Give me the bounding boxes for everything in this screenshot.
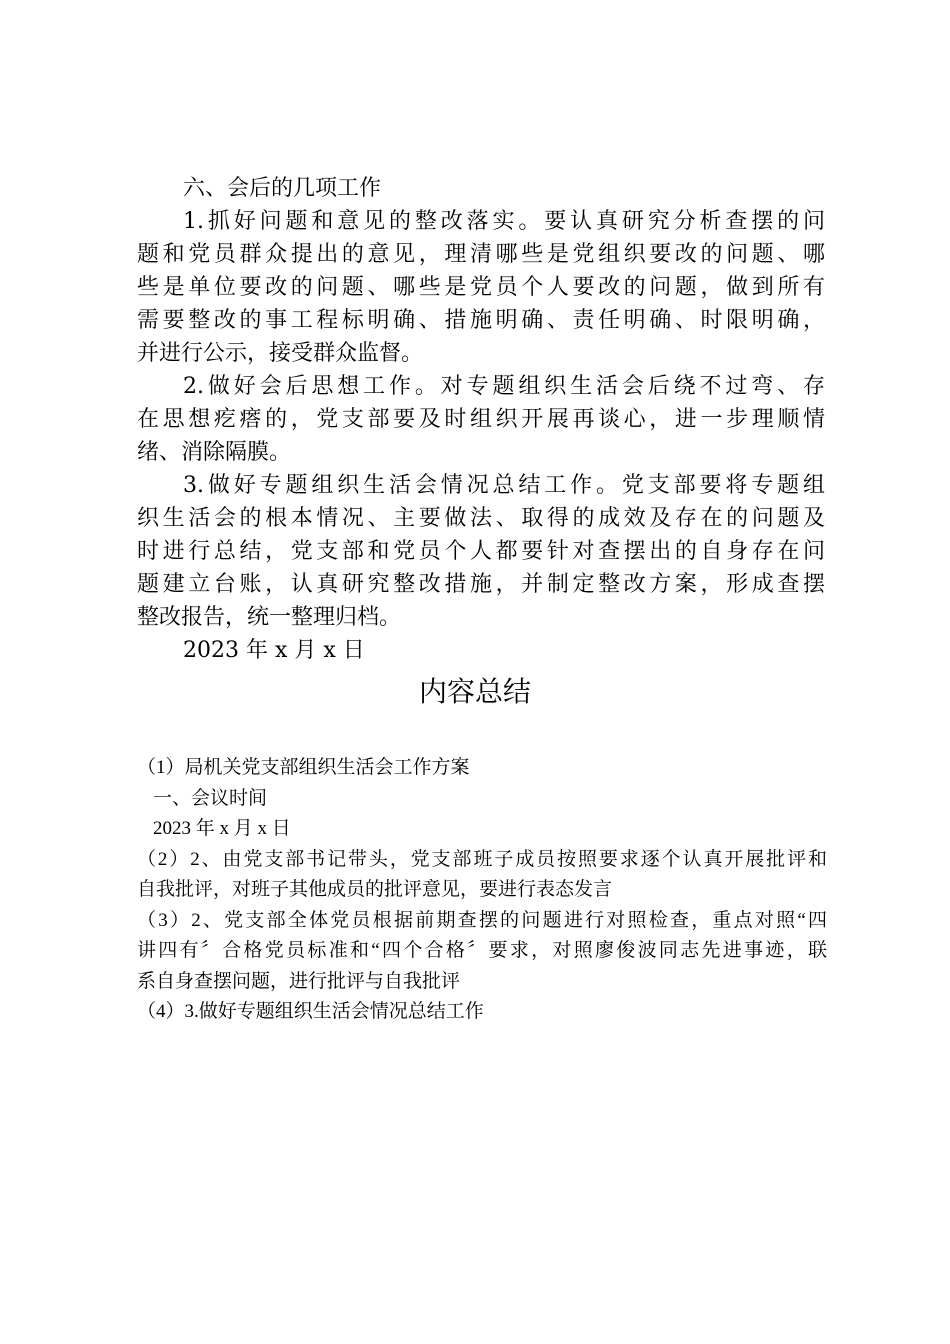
paragraph-line: 3.做好专题组织生活会情况总结工作。党支部要将专题组 (183, 473, 825, 498)
paragraph-line: 题和党员群众提出的意见，理清哪些是党组织要改的问题、哪 (137, 242, 825, 267)
paragraph-line: 题建立台账，认真研究整改措施，并制定整改方案，形成查摆 (137, 572, 825, 597)
paragraph-line: 织生活会的根本情况、主要做法、取得的成效及存在的问题及 (137, 506, 825, 531)
summary-item: （1）局机关党支部组织生活会工作方案 (137, 757, 470, 778)
paragraph-line: 时进行总结，党支部和党员个人都要针对查摆出的自身存在问 (137, 539, 825, 564)
document-body (137, 172, 825, 667)
paragraph-line: 并进行公示，接受群众监督。 (137, 341, 424, 366)
summary-body (137, 753, 827, 1028)
paragraph-line: 绪、消除隔膜。 (137, 440, 292, 465)
summary-subitem: 一、会议时间 (153, 787, 268, 809)
paragraph-line: 需要整改的事工程标明确、措施明确、责任明确、时限明确， (137, 308, 825, 333)
paragraph-line: 2.做好会后思想工作。对专题组织生活会后绕不过弯、存 (183, 374, 825, 399)
summary-item: （3）2、党支部全体党员根据前期查摆的问题进行对照检查，重点对照“四 (137, 909, 827, 931)
summary-item-line: 讲四有〞合格党员标准和“四个合格〞要求，对照廖俊波同志先进事迹，联 (137, 940, 827, 961)
summary-item: （4）3.做好专题组织生活会情况总结工作 (137, 1001, 484, 1022)
summary-item: （2）2、由党支部书记带头，党支部班子成员按照要求逐个认真开展批评和 (137, 848, 827, 870)
document-date: 2023 年 x 月 x 日 (183, 638, 365, 663)
summary-item-line: 系自身查摆问题，进行批评与自我批评 (137, 970, 461, 992)
summary-item-line: 自我批评，对班子其他成员的批评意见，要进行表态发言 (137, 879, 613, 900)
paragraph-line: 在思想疙瘩的，党支部要及时组织开展再谈心，进一步理顺情 (137, 407, 825, 432)
paragraph-line: 整改报告，统一整理归档。 (137, 605, 402, 630)
summary-title: 内容总结 (418, 675, 531, 708)
summary-date: 2023 年 x 月 x 日 (153, 818, 291, 839)
paragraph-line: 些是单位要改的问题、哪些是党员个人要改的问题，做到所有 (137, 275, 825, 300)
section-heading: 六、会后的几项工作 (183, 176, 382, 201)
paragraph-line: 1.抓好问题和意见的整改落实。要认真研究分析查摆的问 (183, 209, 825, 234)
